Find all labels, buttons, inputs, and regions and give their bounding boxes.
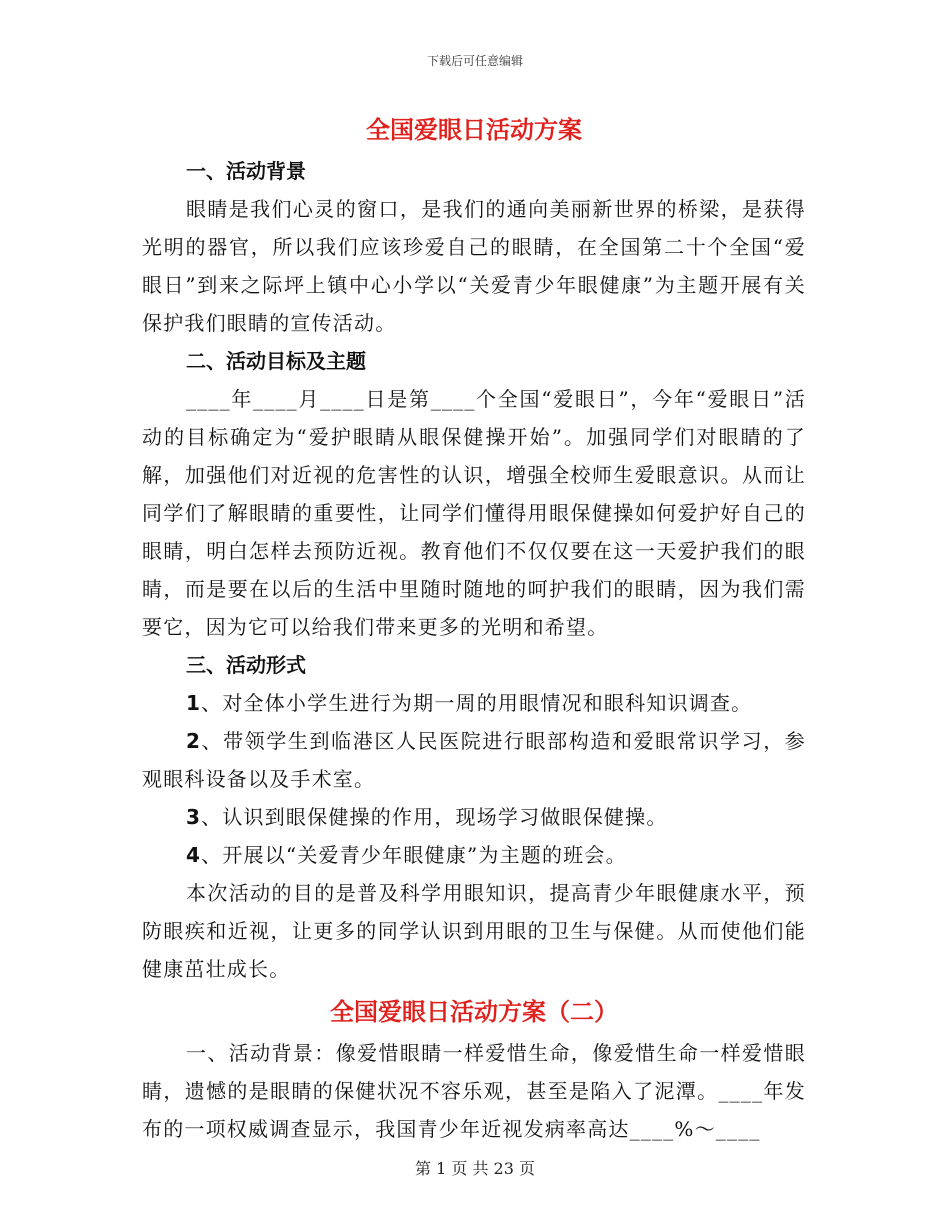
section-paragraph-goals: ____年____月____日是第____个全国“爱眼日”，今年“爱眼日”活动的目标确定为“爱护眼睛从眼保健操开始”。加强同学们对眼睛的了解，加强他们对近视的危害性的认识，增强全校师生爱眼意识。从而让同学们了解眼睛的重要性，让同学们懂得用眼保健操如何爱护好自己的眼睛，明白怎样去预防近视。教育他们不仅仅要在这一天爱护我们的眼睛，而是要在以后的生活中里随时随地的呵护我们的眼睛，因为我们需要它，因为它可以给我们带来更多的光明和希望。 — [142, 387, 806, 639]
document-body — [142, 110, 806, 1148]
list-item-text: 、对全体小学生进行为期一周的用眼情况和眼科知识调查。 — [201, 691, 753, 715]
section-heading-background: 一、活动背景 — [186, 159, 306, 183]
list-item — [142, 836, 806, 874]
section-paragraph-background: 眼睛是我们心灵的窗口，是我们的通向美丽新世界的桥梁，是获得光明的器官，所以我们应该珍爱自己的眼睛，在全国第二十个全国“爱眼日”到来之际坪上镇中心小学以“关爱青少年眼健康”为主题开展有关保护我们眼睛的宣传活动。 — [142, 197, 806, 335]
header-note: 下载后可任意编辑 — [426, 54, 523, 68]
list-item-text: 、带领学生到临港区人民医院进行眼部构造和爱眼常识学习，参观眼科设备以及手术室。 — [142, 729, 806, 791]
page-footer: 第 1 页 共 23 页 — [415, 1159, 535, 1178]
list-item-text: 、开展以“关爱青少年眼健康”为主题的班会。 — [201, 843, 627, 867]
document-subtitle: 全国爱眼日活动方案（二） — [330, 998, 618, 1026]
section-closing-paragraph: 本次活动的目的是普及科学用眼知识，提高青少年眼健康水平，预防眼疾和近视，让更多的同学认识到用眼的卫生与保健。从而使他们能健康茁壮成长。 — [142, 881, 806, 981]
section-heading-forms: 三、活动形式 — [186, 653, 306, 677]
list-item-number: 3 — [186, 805, 202, 829]
list-item-number: 2 — [186, 729, 202, 753]
section-heading-goals: 二、活动目标及主题 — [186, 349, 366, 373]
list-item — [142, 684, 806, 722]
list-item-number: 1 — [186, 691, 202, 715]
list-item-number: 4 — [186, 843, 202, 867]
part2-paragraph: 一、活动背景：像爱惜眼睛一样爱惜生命，像爱惜生命一样爱惜眼睛，遗憾的是眼睛的保健状况不容乐观，甚至是陷入了泥潭。____年发布的一项权威调查显示，我国青少年近视发病率高达____%～____ — [142, 1041, 806, 1141]
list-item — [142, 722, 806, 798]
list-item-text: 、认识到眼保健操的作用，现场学习做眼保健操。 — [201, 805, 668, 829]
list-item — [142, 798, 806, 836]
document-title: 全国爱眼日活动方案 — [366, 116, 582, 144]
